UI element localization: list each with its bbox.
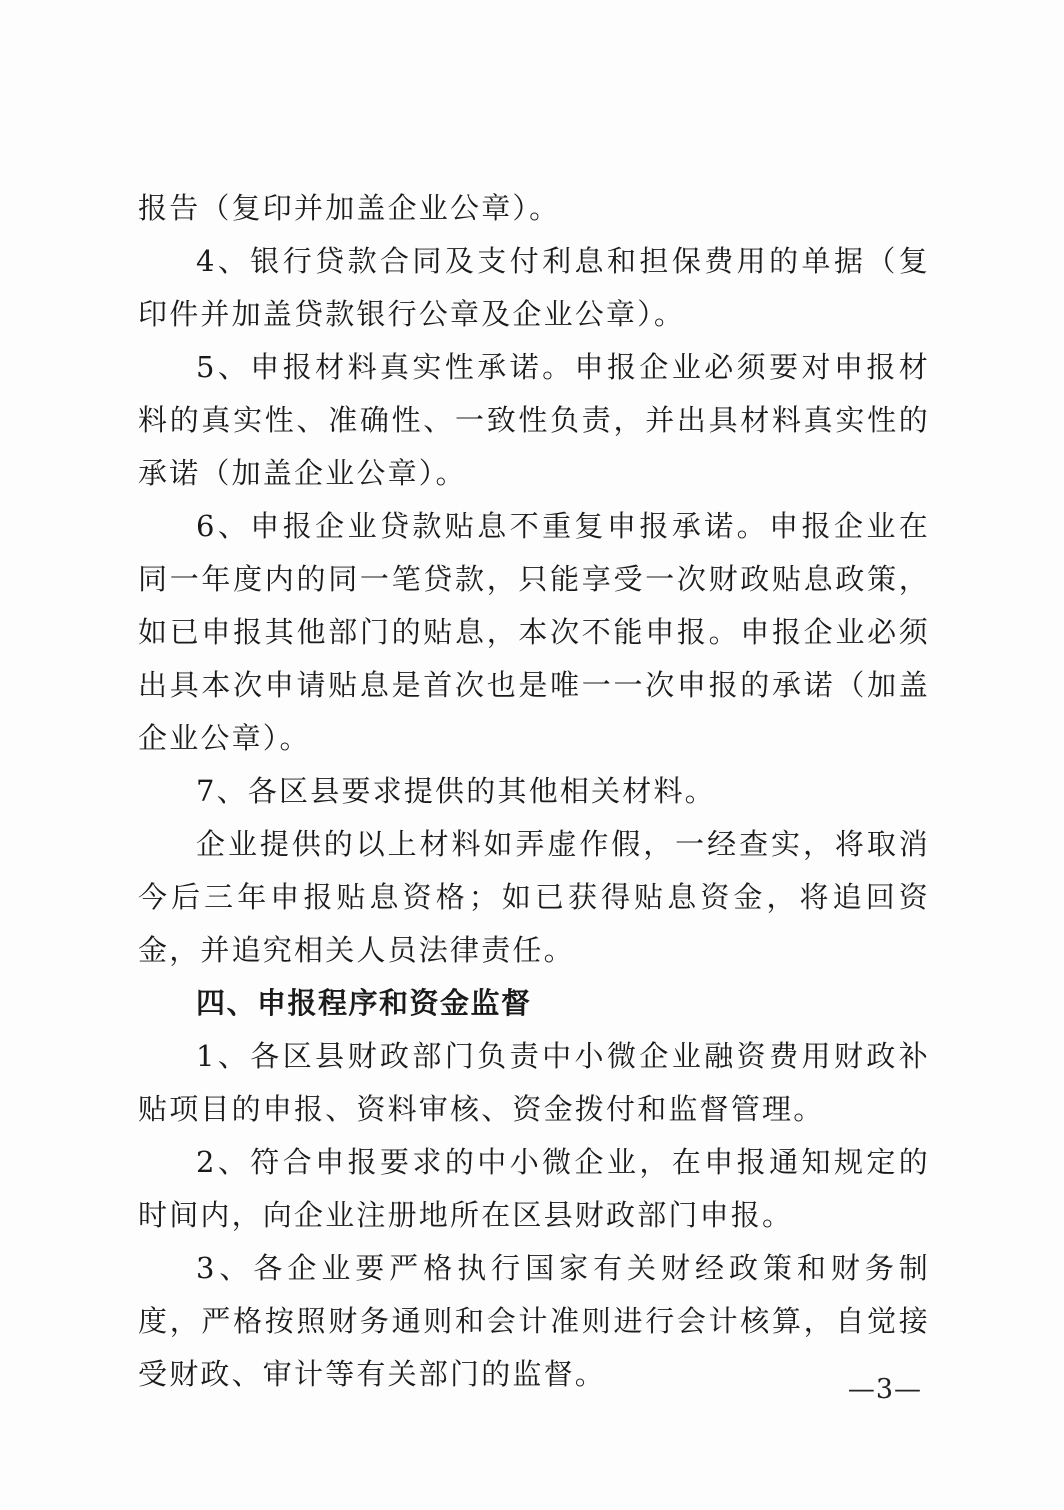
section-paragraph-2: 2、符合申报要求的中小微企业，在申报通知规定的时间内，向企业注册地所在区县财政部门申报。: [138, 1145, 930, 1232]
page-number: —3—: [847, 1374, 922, 1405]
paragraph-continuation: 报告（复印并加盖企业公章）。: [138, 191, 561, 225]
paragraph-item-6: 6、申报企业贷款贴息不重复申报承诺。申报企业在同一年度内的同一笔贷款，只能享受一次财政贴息政策，如已申报其他部门的贴息，本次不能申报。申报企业必须出具本次申请贴息是首次也是唯一一次申报的承诺（加盖企业公章）。: [138, 509, 930, 755]
paragraph-item-4: 4、银行贷款合同及支付利息和担保费用的单据（复印件并加盖贷款银行公章及企业公章）。: [138, 244, 930, 331]
section-paragraph-3: 3、各企业要严格执行国家有关财经政策和财务制度，严格按照财务通则和会计准则进行会计核算，自觉接受财政、审计等有关部门的监督。: [138, 1251, 930, 1391]
paragraph-warning: 企业提供的以上材料如弄虚作假，一经查实，将取消今后三年申报贴息资格；如已获得贴息资金，将追回资金，并追究相关人员法律责任。: [138, 827, 930, 967]
paragraph-item-7: 7、各区县要求提供的其他相关材料。: [196, 774, 716, 808]
document-body: [138, 182, 930, 1401]
paragraph-item-5: 5、申报材料真实性承诺。申报企业必须要对申报材料的真实性、准确性、一致性负责，并出具材料真实性的承诺（加盖企业公章）。: [138, 350, 930, 490]
section-paragraph-1: 1、各区县财政部门负责中小微企业融资费用财政补贴项目的申报、资料审核、资金拨付和监督管理。: [138, 1039, 930, 1126]
section-heading: 四、申报程序和资金监督: [196, 986, 532, 1020]
